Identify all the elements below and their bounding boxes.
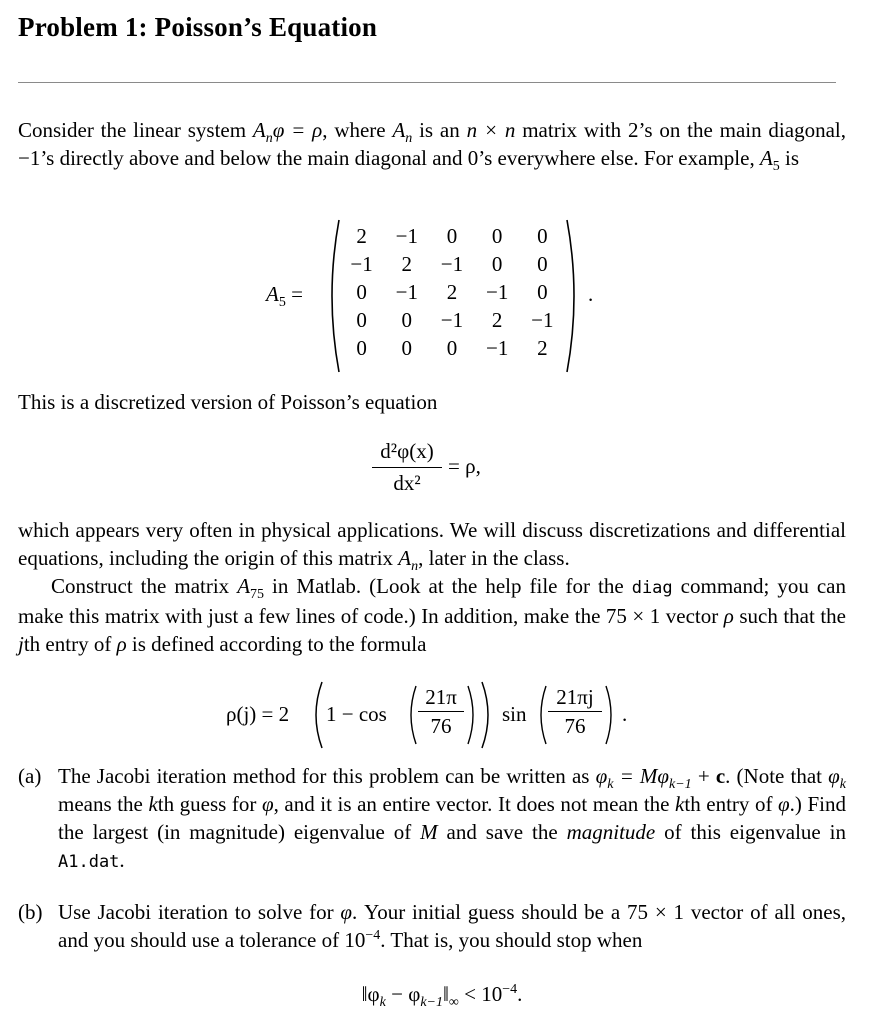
rho-formula [226,680,646,750]
matrix-cell: 0 [537,224,548,248]
matrix-right-paren [565,218,581,374]
matrix-cell: 0 [491,252,503,276]
matrix-cell: 2 [401,252,413,276]
poisson-intro: This is a discretized version of Poisson’s equation [18,390,438,414]
intro-paragraph: Consider the linear system $A_n\varphi = \rho$, where $A_n$ is an n × n matrix with 2’s on the main diagonal, −1’s directly above and below the main diagonal and 0’s everywhere else. For example, $A_5$ is [18,118,846,175]
matrix-cell: −1 [395,280,418,304]
outer-right-paren [480,680,494,750]
matrix-cell: −1 [395,224,418,248]
matrix-cell: 0 [356,280,367,304]
fraction-bar [372,467,442,468]
applications-paragraph: which appears very often in physical applications. We will discuss discretizations and differential equations, including the origin of this matrix $A_n$, later in the class. [18,518,846,575]
matrix-cell: −1 [485,336,509,360]
matrix-cell: 2 [446,280,458,304]
part-a-text: The Jacobi iteration method for this problem can be written as $\varphi_k = M\varphi_{k-1} + c$. (Note that $\varphi_k$ means the kth guess for φ, and it is an entire vector. It does not mean the kth entry of φ.) Find the largest (in magnitude) eigenvalue of M and save the magnitude of this eigenvalue in A1.dat. [58,764,846,872]
sin-label: sin [502,702,527,726]
matrix-display [0,218,884,378]
sin-left-paren [534,680,548,750]
matrix-cell: −1 [440,308,464,332]
poisson-rhs: = ρ, [448,454,481,478]
matrix-cell: 0 [537,252,548,276]
part-b-text: Use Jacobi iteration to solve for φ. Your initial guess should be a 75 × 1 vector of all ones, and you should use a tolerance of $10^{-4}$. That is, you should stop when [58,900,847,952]
stopping-condition: $‖\varphi_k$ − $\varphi_{k-1}‖_\infty < 10^{-4}$. [361,982,523,1011]
matrix-cell: 2 [537,336,548,360]
fraction-numerator: d²φ(x) [380,439,434,463]
matrix-cell: −1 [350,252,373,276]
diag-command: diag [631,578,673,598]
matrix-cell: 0 [401,308,413,332]
one-minus-cos: 1 − cos [326,702,387,726]
fraction-denominator: dx² [393,471,421,495]
rho-period: . [622,702,628,726]
cos-argument: 21π 76 [418,684,464,739]
matrix-cell: −1 [440,252,464,276]
part-b-label: (b) [18,900,43,924]
output-filename: A1.dat [58,852,120,872]
problem-title: Problem 1: Poisson’s Equation [18,12,378,42]
sin-right-paren [604,680,618,750]
matrix-period: . [588,282,594,306]
title-divider [18,82,836,83]
body-paragraphs [18,516,846,658]
matrix-cell: 0 [446,224,458,248]
matrix-cell: −1 [485,280,509,304]
poisson-fraction [372,437,442,496]
matrix-cell: 0 [401,336,413,360]
matrix-grid [339,222,565,362]
matrix-cell: 0 [356,336,367,360]
part-a-label: (a) [18,764,42,788]
matrix-cell: 0 [537,280,548,304]
matrix-cell: 0 [356,308,367,332]
matrix-label: $A_5$ = [266,282,303,311]
inner-left-paren [404,680,418,750]
matrix-cell: 0 [491,224,503,248]
inner-right-paren [466,680,480,750]
matrix-cell: 0 [446,336,458,360]
rho-lhs: ρ(j) = 2 [226,702,290,726]
construct-paragraph: Construct the matrix $A_{75}$ in Matlab. (Look at the help file for the diag command; you can make this matrix with just a few lines of code.) In addition, make the 75 × 1 vector ρ such that the jth entry of ρ is defined according to the formula [18,574,846,656]
sin-argument: 21πj 76 [548,684,602,739]
matrix-cell: 2 [491,308,503,332]
matrix-cell: 2 [356,224,367,248]
outer-left-paren [310,680,324,750]
poisson-equation [372,437,512,501]
matrix-cell: −1 [531,308,554,332]
